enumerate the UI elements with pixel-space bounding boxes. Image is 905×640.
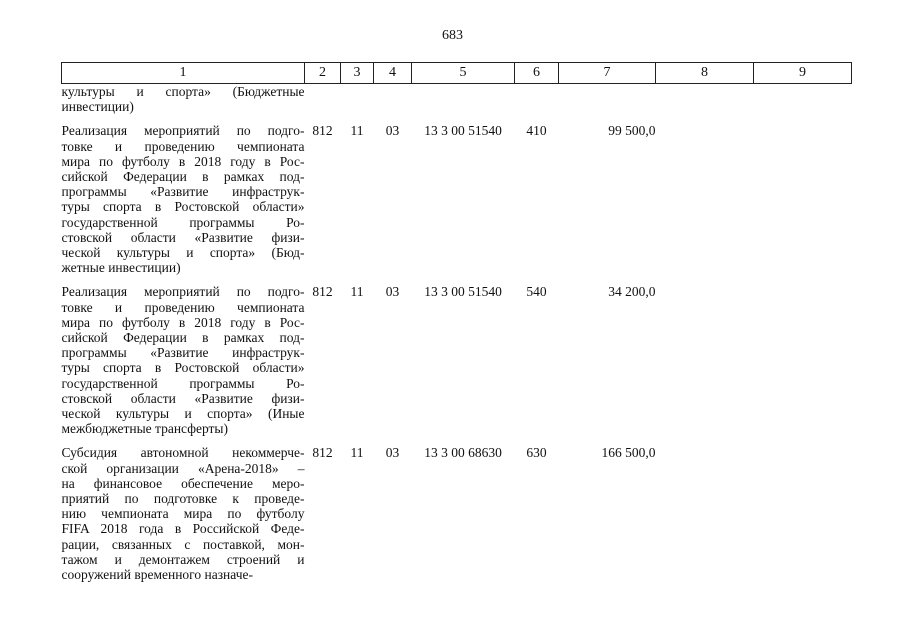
description-line: государственной программы Ро- bbox=[61, 375, 305, 391]
description-line: государственной программы Ро- bbox=[61, 214, 305, 230]
description-line: тажом и демонтажем строений и bbox=[61, 551, 305, 567]
description-line: культуры и спорта» (Бюджетные bbox=[61, 84, 305, 99]
column-header: 4 bbox=[374, 63, 412, 84]
cell-c8 bbox=[656, 84, 754, 124]
column-header: 8 bbox=[656, 63, 754, 84]
description-line: сийской Федерации в рамках под- bbox=[61, 169, 305, 185]
cell-c8 bbox=[656, 284, 754, 445]
cell-c5 bbox=[412, 84, 515, 124]
description-line: туры спорта в Ростовской области» bbox=[61, 360, 305, 376]
page-number: 683 bbox=[442, 28, 463, 43]
description-line: ческой культуры и спорта» (Иные bbox=[61, 406, 305, 422]
row-description bbox=[62, 284, 305, 445]
description-line: программы «Развитие инфраструк- bbox=[61, 184, 305, 200]
description-line: товке и проведению чемпионата bbox=[61, 299, 305, 315]
description-line: FIFA 2018 года в Российской Феде- bbox=[61, 521, 305, 537]
description-line: жетные инвестиции) bbox=[61, 260, 181, 276]
column-header: 2 bbox=[305, 63, 341, 84]
cell-c7 bbox=[559, 84, 656, 124]
description-line: межбюджетные трансферты) bbox=[61, 421, 228, 437]
column-header: 3 bbox=[341, 63, 374, 84]
cell-c2: 812 bbox=[312, 445, 333, 461]
cell-c4: 03 bbox=[385, 445, 400, 461]
cell-c6: 630 bbox=[526, 445, 547, 461]
cell-c2 bbox=[305, 84, 341, 124]
budget-table bbox=[61, 62, 852, 582]
description-line: сийской Федерации в рамках под- bbox=[61, 330, 305, 346]
cell-c2: 812 bbox=[312, 123, 333, 139]
description-line: товке и проведению чемпионата bbox=[61, 138, 305, 154]
cell-c5: 13 3 00 68630 bbox=[424, 445, 502, 461]
description-line: рации, связанных с поставкой, мон- bbox=[61, 536, 305, 552]
row-description bbox=[62, 123, 305, 284]
column-header: 5 bbox=[412, 63, 515, 84]
description-line: мира по футболу в 2018 году в Рос- bbox=[61, 153, 305, 169]
description-line: стовской области «Развитие физи- bbox=[61, 390, 305, 406]
column-header: 1 bbox=[62, 63, 305, 84]
description-line: Реализация мероприятий по подго- bbox=[61, 123, 305, 139]
cell-c6 bbox=[515, 84, 559, 124]
description-line: сооружений временного назначе- bbox=[61, 567, 254, 583]
table-row bbox=[62, 445, 852, 582]
cell-c9 bbox=[754, 445, 852, 582]
cell-c8 bbox=[656, 445, 754, 582]
column-header: 7 bbox=[559, 63, 656, 84]
column-header: 9 bbox=[754, 63, 852, 84]
cell-c4: 03 bbox=[385, 284, 400, 300]
table-row bbox=[62, 284, 852, 445]
cell-c4 bbox=[374, 84, 412, 124]
description-line: мира по футболу в 2018 году в Рос- bbox=[61, 314, 305, 330]
cell-c8 bbox=[656, 123, 754, 284]
description-line: Субсидия автономной некоммерче- bbox=[61, 445, 305, 461]
table-body bbox=[62, 84, 852, 583]
cell-c3: 11 bbox=[350, 284, 364, 300]
row-description bbox=[62, 445, 305, 582]
cell-c6: 540 bbox=[526, 284, 547, 300]
cell-c9 bbox=[754, 123, 852, 284]
cell-c9 bbox=[754, 84, 852, 124]
cell-c3: 11 bbox=[350, 445, 364, 461]
cell-c5: 13 3 00 51540 bbox=[424, 123, 502, 139]
description-line: ской организации «Арена-2018» – bbox=[61, 460, 305, 476]
cell-c2: 812 bbox=[312, 284, 333, 300]
cell-c7: 34 200,0 bbox=[608, 284, 656, 300]
description-line: нию чемпионата мира по футболу bbox=[61, 506, 305, 522]
row-description bbox=[62, 84, 305, 124]
column-header: 6 bbox=[515, 63, 559, 84]
table-header-row bbox=[62, 63, 852, 84]
cell-c7: 166 500,0 bbox=[601, 445, 656, 461]
description-line: инвестиции) bbox=[61, 99, 134, 115]
description-line: стовской области «Развитие физи- bbox=[61, 229, 305, 245]
cell-c3 bbox=[341, 84, 374, 124]
description-line: приятий по подготовке к проведе- bbox=[61, 491, 305, 507]
description-line: Реализация мероприятий по подго- bbox=[61, 284, 305, 300]
cell-c3: 11 bbox=[350, 123, 364, 139]
description-line: на финансовое обеспечение меро- bbox=[61, 475, 305, 491]
cell-c6: 410 bbox=[526, 123, 547, 139]
table-row bbox=[62, 84, 852, 124]
cell-c5: 13 3 00 51540 bbox=[424, 284, 502, 300]
description-line: ческой культуры и спорта» (Бюд- bbox=[61, 245, 305, 261]
description-line: программы «Развитие инфраструк- bbox=[61, 345, 305, 361]
table-row bbox=[62, 123, 852, 284]
cell-c9 bbox=[754, 284, 852, 445]
description-line: туры спорта в Ростовской области» bbox=[61, 199, 305, 215]
cell-c7: 99 500,0 bbox=[608, 123, 656, 139]
cell-c4: 03 bbox=[385, 123, 400, 139]
